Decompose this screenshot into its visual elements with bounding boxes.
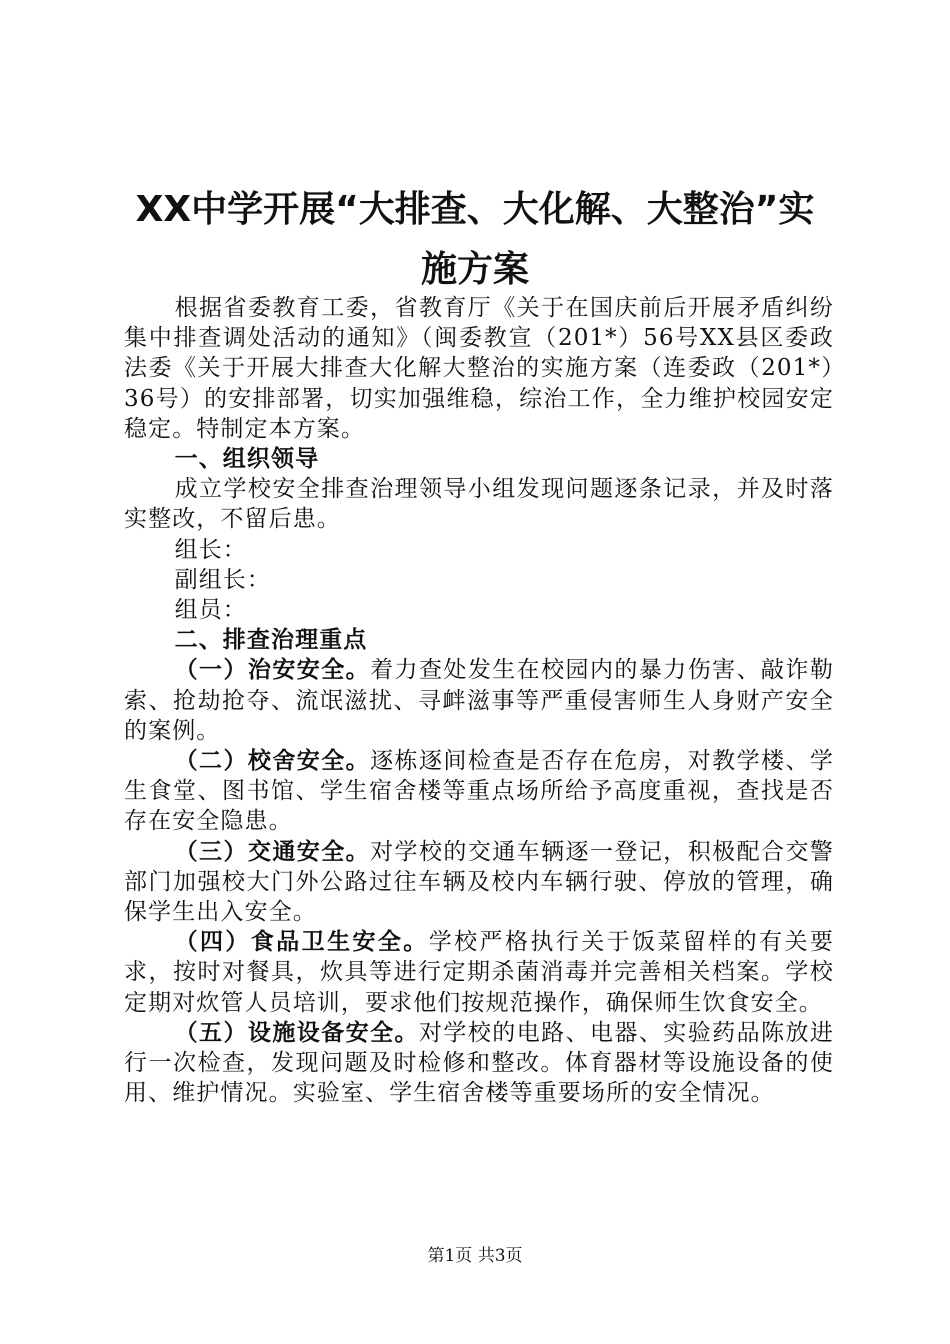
- section2-heading: 二、排查治理重点: [174, 627, 368, 654]
- item-text: 学校严格执行关于饭菜留样的有关要求，按时对餐具，炊具等进行定期杀菌消毒并完善相关档案。学校定期对炊管人员培训，要求他们按规范操作，确保师生饮食安全。: [124, 929, 834, 1016]
- item-paragraph: [124, 746, 834, 837]
- document-title-line2: 施方案: [420, 249, 529, 290]
- item-title: （三）交通安全。: [174, 838, 371, 865]
- item-text: 逐栋逐间检查是否存在危房，对教学楼、学生食堂、图书馆、学生宿舍楼等重点场所给予高度重视，查找是否存在安全隐患。: [124, 748, 834, 835]
- intro-paragraph: 根据省委教育工委，省教育厅《关于在国庆前后开展矛盾纠纷集中排查调处活动的通知》（闽委教宣（201*）56号XX县区委政法委《关于开展大排查大化解大整治的实施方案（连委政（201*）36号）的安排部署，切实加强维稳，综治工作，全力维护校园安定稳定。特制定本方案。: [124, 295, 834, 442]
- item-paragraph: [124, 837, 834, 928]
- item-title: （四）食品卫生安全。: [174, 929, 429, 956]
- item-text: 对学校的交通车辆逐一登记，积极配合交警部门加强校大门外公路过往车辆及校内车辆行驶、停放的管理，确保学生出入安全。: [124, 838, 834, 926]
- item-paragraph: [124, 655, 834, 746]
- item-text: 着力查处发生在校园内的暴力伤害、敲诈勒索、抢劫抢夺、流氓滋扰、寻衅滋事等严重侵害师生人身财产安全的案例。: [124, 657, 834, 744]
- page-footer: 第1页 共3页: [427, 1246, 523, 1266]
- section1-heading: 一、组织领导: [174, 446, 320, 473]
- item-paragraph: [124, 1018, 834, 1109]
- item-paragraph: [124, 927, 834, 1018]
- document-title-line1: XX中学开展“大排查、大化解、大整治”实: [135, 189, 815, 230]
- item-title: （二）校舍安全。: [174, 748, 371, 775]
- section1-text: 成立学校安全排查治理领导小组发现问题逐条记录，并及时落实整改，不留后患。: [124, 476, 834, 533]
- item-text: 对学校的电路、电器、实验药品陈放进行一次检查，发现问题及时检修和整改。体育器材等设施设备的使用、维护情况。实验室、学生宿舍楼等重要场所的安全情况。: [124, 1019, 835, 1107]
- member-label: 组员：: [174, 597, 247, 624]
- item-title: （五）设施设备安全。: [174, 1019, 419, 1046]
- leader-label: 组长：: [174, 536, 247, 563]
- item-title: （一）治安安全。: [174, 657, 371, 684]
- document-body: [124, 293, 834, 1108]
- deputy-leader-label: 副组长：: [174, 566, 271, 593]
